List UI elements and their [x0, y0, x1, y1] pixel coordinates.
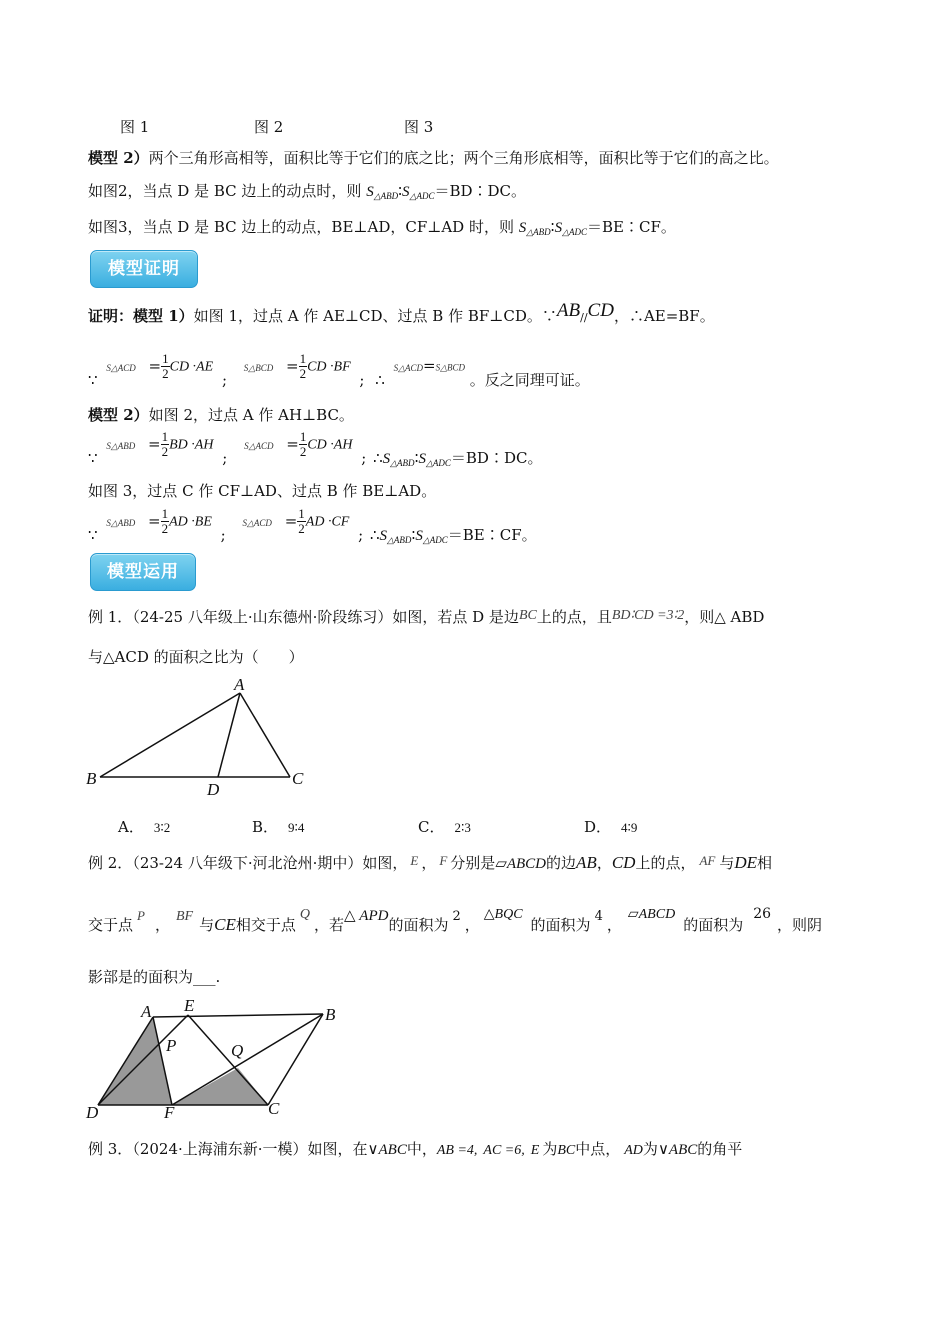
- model2-line3-end: ＝BE∶CF。: [587, 218, 676, 236]
- s-bcd-term: S△BCD: [435, 362, 466, 373]
- s-symbol: S: [518, 220, 527, 236]
- option-b[interactable]: B． 9∶4: [252, 818, 305, 836]
- example2-line3: 影部是的面积为___.: [88, 968, 221, 986]
- sub-abd: △ABD: [526, 227, 551, 237]
- s-acd-term: S△ACD: [242, 517, 272, 528]
- ce-symbol: CE: [214, 915, 236, 934]
- example1-label: 例 1．: [88, 608, 133, 626]
- s-symbol: S: [402, 184, 410, 200]
- cd-symbol: CD: [587, 300, 614, 321]
- example3-line1: [88, 1138, 742, 1159]
- example2-l2-text3: ，若: [313, 916, 344, 934]
- example3-text6: 的角平: [697, 1140, 743, 1158]
- point-label-d: D: [86, 1103, 99, 1122]
- model2-line2-text: 如图2，当点 D 是 BC 边上的动点时，则: [88, 182, 367, 200]
- example2-text2: 分别是: [450, 854, 496, 872]
- half-fraction: $\frac{1}{2}$: [299, 351, 307, 381]
- segment-ab: [153, 1014, 323, 1017]
- half-fraction: $\frac{1}{2}$: [161, 506, 169, 536]
- area-of-text: 的面积为: [530, 916, 591, 934]
- ab-symbol: AB: [576, 853, 597, 872]
- e-symbol: E: [410, 853, 419, 868]
- model2-line2-end: ＝BD∶DC。: [434, 182, 527, 200]
- eq2-end: ＝BD∶DC。: [450, 448, 543, 467]
- xiang-text: 相: [757, 854, 773, 872]
- half-fraction: $\frac{1}{2}$: [161, 429, 169, 459]
- triangle-abc: ∨ABC: [657, 1142, 698, 1158]
- segment-ad: [218, 693, 240, 777]
- triangle-abc: ∨ABC: [367, 1142, 407, 1158]
- proof-model3: 如图 3，过点 C 作 CF⊥AD、过点 B 作 BE⊥AD。: [88, 482, 437, 500]
- model2-line2: 如图2，当点 D 是 BC 边上的动点时，则 $S_{\triangle ABD}∶S_{\triangle ADC}=BD∶DC$。: [88, 182, 527, 201]
- segment-bc: [268, 1014, 323, 1105]
- example1-line2: 与△ACD 的面积之比为（ ）: [88, 648, 304, 666]
- s-abd-term: S△ABD: [106, 440, 136, 451]
- half-fraction: $\frac{1}{2}$: [162, 351, 169, 381]
- q-symbol: Q: [299, 907, 310, 922]
- option-c[interactable]: C． 2∶3: [418, 818, 471, 836]
- proof-model2-label: 模型 2）: [88, 406, 149, 424]
- model2-statement: [88, 147, 779, 168]
- ab-value: AB =4,: [436, 1143, 478, 1158]
- eq3-left: AD ·BE: [169, 514, 212, 530]
- proof-eq2: ∵ S△ABD = $\frac{1}{2}$ BD ·AH ; S△ACD = $\frac{1}{2}$ CD ·AH ; $\therefore S_{\triangle ABD}∶S_{\triangle ADC}=BD∶DC$。: [88, 429, 543, 468]
- ad-symbol: AD: [624, 1143, 643, 1158]
- eq1-right: CD ·BF: [307, 359, 351, 375]
- area-of-text: 的面积为: [683, 916, 744, 934]
- example3-text4: 中点，: [575, 1140, 621, 1158]
- example1-text3: ，则△ ABD: [684, 608, 765, 626]
- example2-line1: 例 2．（23-24 八年级下·河北沧州·期中）如图， E ， F 分别是▱ABCD的边AB，CD上的点， AF 与DE相: [88, 853, 773, 872]
- eq2-right: CD ·AH: [307, 437, 353, 453]
- bc-symbol: BC: [518, 608, 537, 623]
- de-symbol: DE: [734, 853, 758, 872]
- option-a[interactable]: A． 3∶2: [118, 818, 171, 836]
- model2-line3-text: 如图3，当点 D 是 BC 边上的动点，BE⊥AD，CF⊥AD 时，则: [88, 218, 519, 236]
- example1-text2: 上的点，且: [536, 608, 612, 626]
- point-label-b: B: [86, 769, 97, 788]
- ratio-expression: BD∶CD =3∶2: [611, 608, 685, 623]
- proof-line1-end: ，∴AE=BF。: [613, 307, 715, 325]
- point-label-f: F: [164, 1103, 175, 1122]
- point-label-a: A: [141, 1002, 152, 1021]
- proof-label: 证明：模型 1）: [88, 307, 194, 325]
- because-symbol: ∵: [88, 448, 98, 467]
- model2-line3: 如图3，当点 D 是 BC 边上的动点，BE⊥AD，CF⊥AD 时，则 $S_{\triangle ABD}∶S_{\triangle ADC}=BE∶CF$。: [88, 218, 676, 237]
- segment-ab: [100, 693, 240, 777]
- p-symbol: P: [137, 908, 145, 923]
- example2-text1: （23-24 八年级下·河北沧州·期中）如图，: [132, 854, 408, 872]
- shaded-triangle-fqc: [172, 1068, 268, 1105]
- example1-figure: [80, 672, 320, 802]
- bc-symbol: BC: [557, 1143, 576, 1158]
- sub-abd: △ABD: [373, 191, 399, 201]
- s-acd-term: S△ACD: [106, 362, 136, 373]
- example2-text4: 上的点，: [635, 854, 696, 872]
- example1-line1: [88, 606, 764, 627]
- value-2: 2: [452, 909, 461, 924]
- ab-symbol: AB: [556, 300, 581, 321]
- triangle-bqc: △BQC: [483, 907, 523, 922]
- proof-eq3: ∵ S△ABD = $\frac{1}{2}$ AD ·BE ; S△ACD = $\frac{1}{2}$ AD ·CF ; $\therefore S_{\triangle ABD}∶S_{\triangle ADC}=BE∶CF$。: [88, 506, 537, 545]
- model-apply-badge: 模型运用: [90, 553, 196, 591]
- bf-symbol: BF: [175, 909, 194, 924]
- s-symbol: S: [366, 184, 374, 200]
- example1-text1: （24-25 八年级上·山东德州·阶段练习）如图，若点 D 是边: [132, 608, 519, 626]
- s-abd-term: S△ABD: [106, 517, 136, 528]
- example3-text2: 中，: [406, 1140, 437, 1158]
- value-4: 4: [594, 909, 603, 924]
- proof-model2: [88, 404, 354, 425]
- example2-l2-text2: 相交于点: [235, 916, 296, 934]
- because-symbol: ∵: [88, 370, 98, 389]
- half-fraction: $\frac{1}{2}$: [298, 506, 305, 536]
- parallel-symbol: //: [580, 311, 588, 324]
- example2-l2-text1: 交于点: [88, 916, 134, 934]
- triangle-apd: △ APD: [344, 908, 389, 924]
- example3-label: 例 3．: [88, 1140, 133, 1158]
- sub-adc: △ADC: [409, 191, 435, 201]
- parallelogram-abcd: ▱ABCD: [495, 856, 547, 872]
- example2-figure: [80, 998, 350, 1126]
- example2-l2-end: ，则阴: [777, 916, 823, 934]
- half-fraction: $\frac{1}{2}$: [299, 429, 307, 459]
- point-label-c: C: [268, 1099, 280, 1118]
- point-label-q: Q: [231, 1041, 244, 1060]
- eq3-right: AD ·CF: [305, 514, 350, 530]
- with-text: 与: [199, 916, 215, 934]
- e-symbol: E: [530, 1143, 540, 1158]
- eq1-end: 。反之同理可证。: [469, 370, 590, 389]
- example2-text3: 的边: [546, 854, 577, 872]
- s-acd-term: S△ACD: [244, 440, 274, 451]
- f-symbol: F: [439, 853, 448, 868]
- example3-text5: 为: [642, 1140, 658, 1158]
- s-acd-term: S△ACD: [393, 362, 424, 373]
- eq2-left: BD ·AH: [169, 437, 214, 453]
- with-text: 与: [719, 854, 735, 872]
- cd-symbol: CD: [611, 853, 636, 872]
- figure-label-3: 图 3: [404, 118, 434, 136]
- value-26: 26: [753, 906, 772, 922]
- example3-text1: （2024·上海浦东新·一模）如图，在: [132, 1140, 368, 1158]
- point-label-e: E: [184, 998, 195, 1015]
- example2-label: 例 2．: [88, 854, 133, 872]
- figure-label-2: 图 2: [254, 118, 284, 136]
- point-label-b: B: [325, 1005, 336, 1024]
- proof-line1-text: 如图 1，过点 A 作 AE⊥CD、过点 B 作 BF⊥CD。∵: [193, 307, 557, 325]
- model2-text: 两个三角形高相等，面积比等于它们的底之比；两个三角形底相等，面积比等于它们的高之比。: [148, 149, 779, 167]
- s-symbol: S: [554, 220, 563, 236]
- s-bcd-term: S△BCD: [243, 362, 274, 373]
- example2-line2: 交于点P， BF 与CE相交于点Q，若△ APD的面积为 2 ，△BQC的面积为 4 ，▱ABCD的面积为26，则阴: [88, 906, 823, 934]
- af-symbol: AF: [699, 853, 716, 868]
- point-label-p: P: [166, 1036, 177, 1055]
- model-proof-badge: 模型证明: [90, 250, 198, 288]
- option-d[interactable]: D． 4∶9: [584, 818, 638, 836]
- point-label-a: A: [234, 675, 245, 694]
- area-of-text: 的面积为: [388, 916, 449, 934]
- because-symbol: ∵: [88, 525, 98, 544]
- point-label-d: D: [207, 780, 220, 799]
- segment-ac: [240, 693, 290, 777]
- sub-adc: △ADC: [562, 227, 587, 237]
- proof-eq1: ∵ S△ACD = $\frac{1}{2}$ CD ·AE ; S△BCD = $\frac{1}{2}$ CD ·BF ; ∴ S△ACD=S△BCD 。反之同理可证。: [88, 351, 590, 389]
- proof-line1: [88, 300, 715, 327]
- example3-text3: 为: [542, 1140, 558, 1158]
- point-label-c: C: [292, 769, 304, 788]
- eq3-end: ＝BE∶CF。: [447, 525, 537, 544]
- parallelogram-abcd: ▱ABCD: [627, 907, 676, 922]
- model2-label: 模型 2）: [88, 149, 149, 167]
- proof-model2-text: 如图 2，过点 A 作 AH⊥BC。: [148, 406, 354, 424]
- ac-value: AC =6,: [483, 1143, 525, 1158]
- eq1-left: CD ·AE: [169, 359, 214, 375]
- figure-label-1: 图 1: [120, 118, 150, 136]
